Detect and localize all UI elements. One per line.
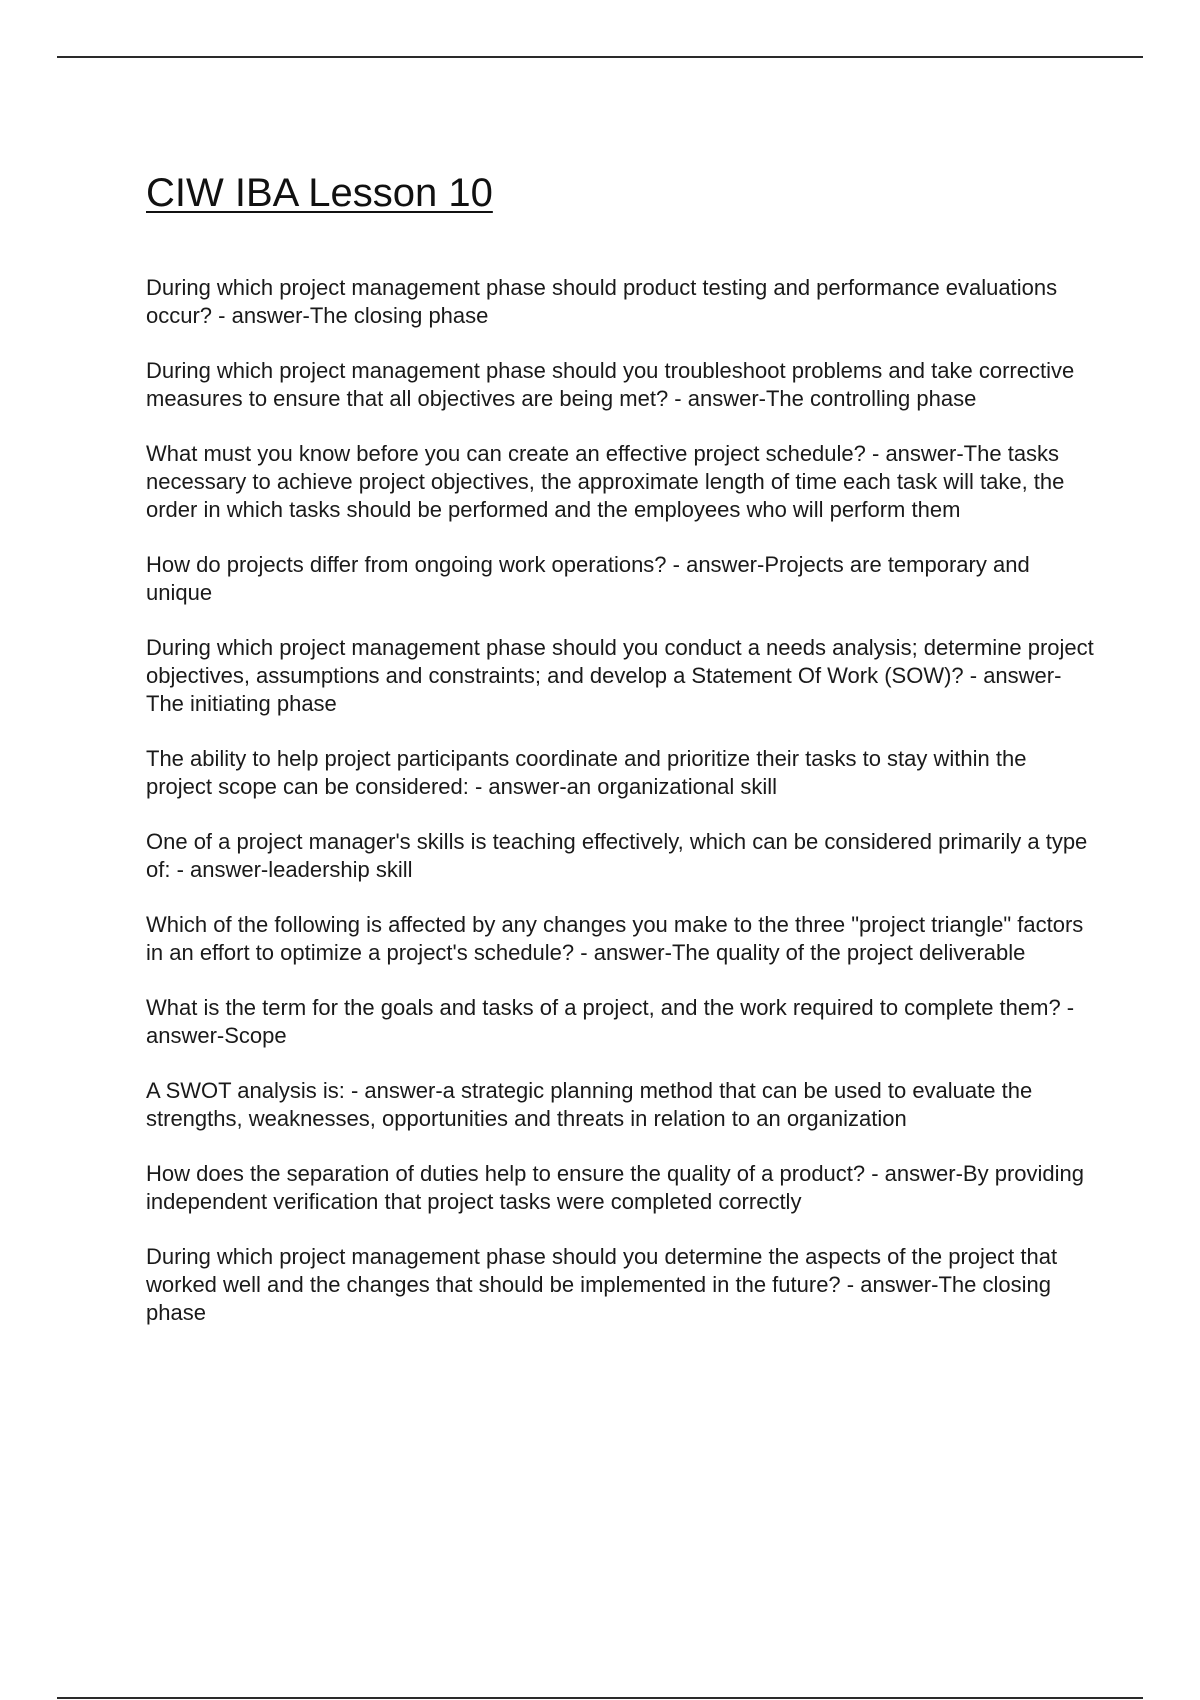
document-title: CIW IBA Lesson 10 [146,171,493,215]
qa-item: What is the term for the goals and tasks of a project, and the work required to complete them? - answer-Scope [146,995,1075,1048]
qa-item: During which project management phase should you troubleshoot problems and take corrective measures to ensure that all objectives are being met? - answer-The controlling phase [146,358,1075,411]
qa-item: During which project management phase should you determine the aspects of the project that worked well and the changes that should be implemented in the future? - answer-The closing phase [146,1244,1058,1325]
top-rule [57,56,1143,58]
qa-item: How does the separation of duties help to ensure the quality of a product? - answer-By providing independent verification that project tasks were completed correctly [146,1161,1084,1214]
qa-item: During which project management phase should product testing and performance evaluations occur? - answer-The closing phase [146,275,1058,328]
qa-item: What must you know before you can create an effective project schedule? - answer-The tasks necessary to achieve project objectives, the approximate length of time each task will take, the order in which tasks should be performed and the employees who will perform them [146,441,1065,522]
qa-item: The ability to help project participants coordinate and prioritize their tasks to stay within the project scope can be considered: - answer-an organizational skill [146,746,1027,799]
qa-item: One of a project manager's skills is teaching effectively, which can be considered primarily a type of: - answer-leadership skill [146,829,1088,882]
qa-item: During which project management phase should you conduct a needs analysis; determine project objectives, assumptions and constraints; and develop a Statement Of Work (SOW)? - answer-The initiating phase [146,635,1094,716]
qa-list [146,274,1096,1327]
document-body [146,172,1096,1354]
qa-item: A SWOT analysis is: - answer-a strategic planning method that can be used to evaluate the strengths, weaknesses, opportunities and threats in relation to an organization [146,1078,1033,1131]
qa-item: Which of the following is affected by any changes you make to the three "project triangle" factors in an effort to optimize a project's schedule? - answer-The quality of the project deliverable [146,912,1084,965]
bottom-rule [57,1697,1143,1699]
qa-item: How do projects differ from ongoing work operations? - answer-Projects are temporary and unique [146,552,1030,605]
